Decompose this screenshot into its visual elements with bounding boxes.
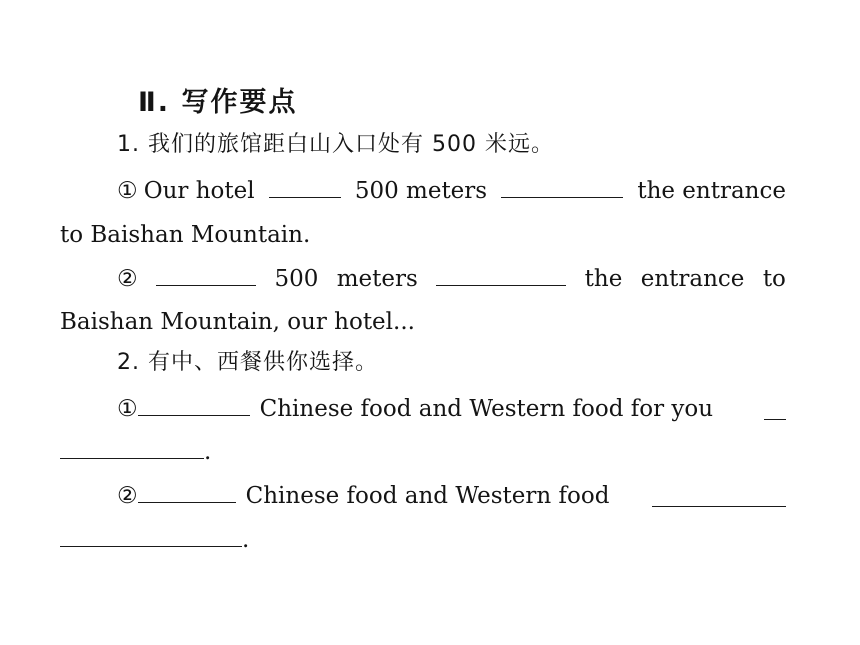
marker: ① (117, 396, 138, 422)
sentence-text: the (584, 266, 623, 292)
answer-blank[interactable] (138, 480, 236, 503)
answer-blank[interactable] (269, 175, 341, 198)
section-heading: Ⅱ. 写作要点 (138, 87, 298, 118)
answer-blank[interactable] (138, 393, 250, 416)
sentence-end: . (242, 527, 250, 553)
marker: ① (117, 178, 138, 204)
sentence-text: entrance (640, 266, 745, 292)
sentence-text: Chinese food and Western food for you (259, 396, 714, 422)
item-2-sentence-2-line-2 (60, 524, 786, 555)
item-1-sentence-1-line-1 (117, 175, 786, 206)
item-2-sentence-1-line-2 (60, 436, 786, 467)
answer-blank[interactable] (436, 263, 566, 286)
sentence-text: the entrance (637, 178, 786, 204)
item-2-sentence-2-line-1 (117, 480, 786, 511)
sentence-text: to (762, 266, 786, 292)
sentence-text: meters (336, 266, 418, 292)
answer-blank[interactable] (501, 175, 623, 198)
item-1-sentence-2-line-2: Baishan Mountain, our hotel... (60, 309, 415, 335)
answer-blank[interactable] (60, 436, 204, 459)
sentence-text: 500 (274, 266, 319, 292)
answer-blank[interactable] (156, 263, 256, 286)
sentence-text: Our hotel (143, 178, 255, 204)
item-2-prompt: 2. 有中、西餐供你选择。 (117, 350, 378, 375)
marker: ② (117, 266, 138, 292)
sentence-end: . (204, 439, 212, 465)
sentence-text: Chinese food and Western food (245, 483, 610, 509)
item-1-sentence-2-line-1 (117, 263, 786, 294)
marker: ② (117, 483, 138, 509)
answer-blank[interactable] (60, 524, 242, 547)
item-2-sentence-1-line-1 (117, 393, 786, 424)
item-1-prompt: 1. 我们的旅馆距白山入口处有 500 米远。 (117, 132, 554, 157)
answer-blank[interactable] (652, 484, 786, 507)
item-1-sentence-1-line-2: to Baishan Mountain. (60, 222, 311, 248)
answer-blank[interactable] (764, 397, 786, 420)
sentence-text: 500 meters (354, 178, 488, 204)
